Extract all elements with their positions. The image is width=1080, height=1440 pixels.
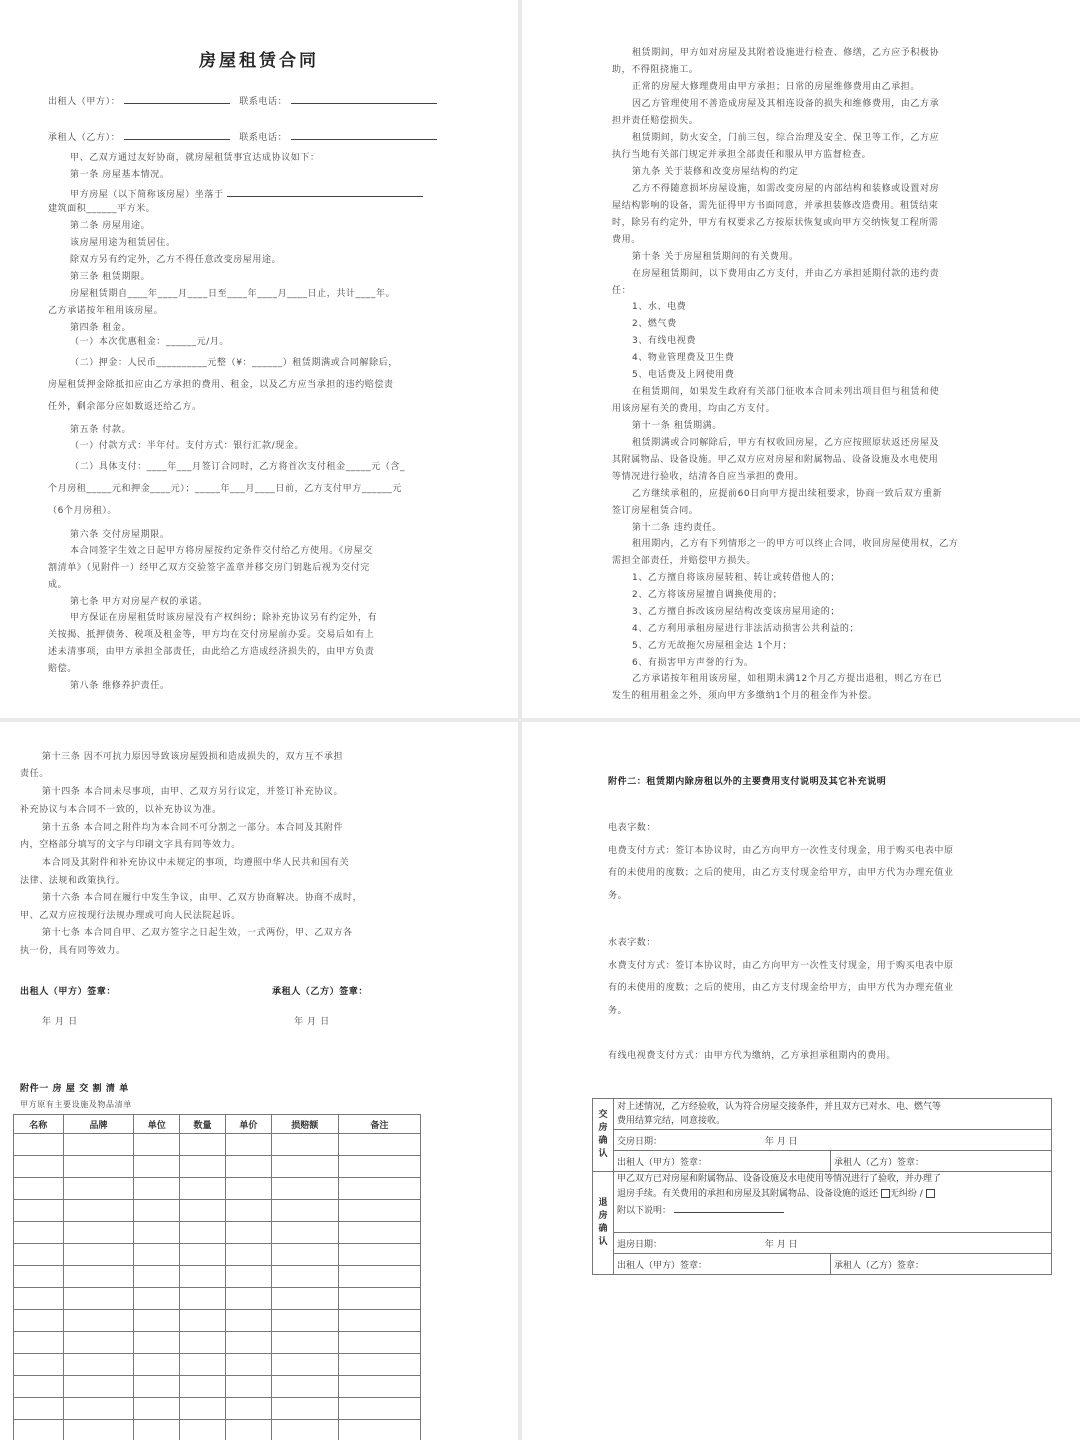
body-line: 第十一条 租赁期满。 bbox=[632, 421, 722, 431]
body-line: 在房屋租赁期间，以下费用由乙方支付，并由乙方承担延期付款的违约责 bbox=[632, 269, 940, 279]
table-cell[interactable] bbox=[63, 1310, 134, 1332]
body-line: 在租赁期间，如果发生政府有关部门征收本合同未列出项目但与租赁和使 bbox=[632, 387, 940, 397]
body-line: 租用期内，乙方有下列情形之一的甲方可以终止合同，收回房屋使用权，乙方 bbox=[632, 539, 959, 549]
body-line: 第十二条 违约责任。 bbox=[632, 523, 722, 533]
contract-page-4 bbox=[522, 722, 1080, 1440]
handover-confirm-label bbox=[593, 1099, 614, 1172]
table-row bbox=[14, 1420, 421, 1440]
table-cell[interactable] bbox=[338, 1134, 420, 1156]
table-cell[interactable] bbox=[271, 1310, 338, 1332]
table-row bbox=[14, 1222, 421, 1244]
table-cell[interactable] bbox=[271, 1244, 338, 1266]
electricity-heading: 电表字数： bbox=[608, 823, 657, 833]
table-cell[interactable] bbox=[338, 1354, 420, 1376]
body-line: 正常的房屋大修理费用由甲方承担；日常的房屋维修费用由乙承担。 bbox=[632, 82, 921, 92]
table-cell[interactable] bbox=[180, 1178, 226, 1200]
table-cell[interactable] bbox=[271, 1134, 338, 1156]
lessee-sign-date: 年 月 日 bbox=[294, 1017, 330, 1027]
table-cell[interactable] bbox=[271, 1420, 338, 1440]
body-line: 除双方另有约定外，乙方不得任意改变房屋用途。 bbox=[70, 255, 282, 265]
lessee-blank bbox=[124, 129, 230, 140]
table-cell[interactable] bbox=[134, 1332, 180, 1354]
table-cell[interactable] bbox=[134, 1156, 180, 1178]
breach-item: 4、乙方利用承租房屋进行非法活动损害公共利益的； bbox=[632, 624, 860, 634]
table-cell[interactable] bbox=[14, 1288, 64, 1310]
table-cell[interactable] bbox=[134, 1376, 180, 1398]
contract-page-1 bbox=[0, 0, 518, 718]
body-line: 助，不得阻挠施工。 bbox=[612, 65, 699, 75]
handover-lessee-sign: 承租人（乙方）签章： bbox=[831, 1151, 1052, 1172]
breach-item: 6、有损害甲方声誉的行为。 bbox=[632, 658, 754, 668]
other-checkbox[interactable] bbox=[926, 1189, 935, 1198]
table-cell[interactable] bbox=[180, 1244, 226, 1266]
body-line: 租赁期满或合同解除后，甲方有权收回房屋，乙方应按照原状返还房屋及 bbox=[632, 438, 940, 448]
table-cell[interactable] bbox=[63, 1420, 134, 1440]
body-line: 第九条 关于装修和改变房屋结构的约定 bbox=[632, 167, 799, 177]
checkout-vertical-text: 退 房 确 认 bbox=[598, 1198, 608, 1247]
body-line: 第十七条 本合同自甲、乙双方签字之日起生效，一式两份，甲、乙双方各 bbox=[42, 928, 353, 938]
table-row bbox=[14, 1288, 421, 1310]
table-cell[interactable] bbox=[225, 1288, 271, 1310]
body-line: 关按揭、抵押债务、税项及租金等，甲方均在交付房屋前办妥。交易后如有上 bbox=[48, 630, 375, 640]
body-line: 内，空格部分填写的文字与印刷文字具有同等效力。 bbox=[20, 840, 241, 850]
table-cell[interactable] bbox=[338, 1156, 420, 1178]
body-line: 本合同及其附件和补充协议中未规定的事项，均遵照中华人民共和国有关 bbox=[42, 858, 350, 868]
handover-sign-row bbox=[593, 1151, 1052, 1172]
table-cell[interactable] bbox=[14, 1354, 64, 1376]
table-cell[interactable] bbox=[134, 1266, 180, 1288]
body-line: 法律、法规和政策执行。 bbox=[20, 876, 126, 886]
body-line: （一）本次优惠租金：______元/月。 bbox=[70, 337, 230, 347]
table-cell[interactable] bbox=[338, 1398, 420, 1420]
table-cell[interactable] bbox=[14, 1266, 64, 1288]
lessee-phone-label: 联系电话： bbox=[239, 133, 288, 143]
body-line: 第十条 关于房屋租赁期间的有关费用。 bbox=[632, 252, 799, 262]
table-cell[interactable] bbox=[225, 1332, 271, 1354]
table-cell[interactable] bbox=[63, 1288, 134, 1310]
body-line: 任外，剩余部分应如数返还给乙方。 bbox=[48, 402, 202, 412]
table-cell[interactable] bbox=[271, 1332, 338, 1354]
body-line: 第一条 房屋基本情况。 bbox=[70, 170, 170, 180]
table-row bbox=[14, 1398, 421, 1420]
body-line: 第八条 维修养护责任。 bbox=[70, 681, 170, 691]
body-line: 述未清事项，由甲方承担全部责任，由此给乙方造成经济损失的，由甲方负责 bbox=[48, 647, 375, 657]
fee-item: 5、电话费及上网使用费 bbox=[632, 370, 735, 380]
fee-item: 1、水、电费 bbox=[632, 302, 687, 312]
body-line: 乙方继续承租的，应提前60日向甲方提出续租要求，协商一致后双方重新 bbox=[632, 489, 943, 499]
table-cell[interactable] bbox=[338, 1266, 420, 1288]
table-header-row bbox=[14, 1115, 421, 1134]
body-line: 时，除另有约定外，甲方有权要求乙方按原状恢复或向甲方交纳恢复工程所需 bbox=[612, 218, 939, 228]
body-line: 第四条 租金。 bbox=[70, 323, 132, 333]
body-line: 乙方承诺按年租用该房屋。 bbox=[48, 306, 164, 316]
body-line: 执一份，具有同等效力。 bbox=[20, 946, 126, 956]
body-line: 成。 bbox=[48, 580, 68, 590]
lessor-blank bbox=[124, 93, 230, 104]
body-line: 执行当地有关部门规定并承担全部责任和服从甲方监督检查。 bbox=[612, 150, 872, 160]
handover-text-line: 费用结算完结，同意接收。 bbox=[617, 1116, 726, 1126]
body-line: 发生的租用租金之外，须向甲方多缴纳1个月的租金作为补偿。 bbox=[612, 691, 878, 701]
table-cell[interactable] bbox=[180, 1354, 226, 1376]
checkout-lessor-sign: 出租人（甲方）签章： bbox=[614, 1254, 831, 1275]
lessee-field-row bbox=[48, 129, 437, 144]
table-cell[interactable] bbox=[180, 1376, 226, 1398]
table-cell[interactable] bbox=[225, 1200, 271, 1222]
table-cell[interactable] bbox=[63, 1244, 134, 1266]
body-line: （二）押金：人民币__________元整（¥：______）租赁期满或合同解除后， bbox=[70, 358, 398, 368]
body-line: 第五条 付款。 bbox=[70, 425, 132, 435]
body-line: 房屋租赁期自____年____月____日至____年____月____日止，共计____年。 bbox=[70, 289, 396, 299]
column-header-remark: 备注 bbox=[338, 1115, 420, 1134]
checkout-statement bbox=[614, 1172, 1052, 1233]
table-cell[interactable] bbox=[14, 1244, 64, 1266]
table-cell[interactable] bbox=[14, 1156, 64, 1178]
handover-row bbox=[593, 1099, 1052, 1130]
lessor-signature-label: 出租人（甲方）签章： bbox=[20, 987, 117, 997]
table-cell[interactable] bbox=[134, 1310, 180, 1332]
table-cell[interactable] bbox=[180, 1420, 226, 1440]
body-line: 费用。 bbox=[612, 235, 641, 245]
lessor-sign-date: 年 月 日 bbox=[42, 1017, 78, 1027]
table-cell[interactable] bbox=[225, 1134, 271, 1156]
checkout-date-cell bbox=[614, 1233, 1052, 1254]
table-cell[interactable] bbox=[180, 1310, 226, 1332]
table-cell[interactable] bbox=[338, 1244, 420, 1266]
column-header-unit: 单位 bbox=[134, 1115, 180, 1134]
table-cell[interactable] bbox=[14, 1200, 64, 1222]
body-line: 第六条 交付房屋期限。 bbox=[70, 530, 170, 540]
table-cell[interactable] bbox=[225, 1244, 271, 1266]
table-row bbox=[14, 1200, 421, 1222]
table-cell[interactable] bbox=[134, 1222, 180, 1244]
table-cell[interactable] bbox=[180, 1332, 226, 1354]
body-line: 甲、乙双方应按现行法规办理或可向人民法院起诉。 bbox=[20, 911, 241, 921]
no-dispute-label: 无纠纷 / bbox=[889, 1189, 923, 1199]
body-line: （6个月房租）。 bbox=[48, 506, 118, 516]
body-line: 租赁期间，甲方如对房屋及其附着设施进行检查、修缮，乙方应予积极协 bbox=[632, 48, 940, 58]
body-line: 补充协议与本合同不一致的，以补充协议为准。 bbox=[20, 805, 222, 815]
table-cell[interactable] bbox=[134, 1244, 180, 1266]
document-title: 房屋租赁合同 bbox=[199, 51, 319, 71]
contract-page-2 bbox=[522, 0, 1080, 718]
body-line: 用该房屋有关的费用，均由乙方支付。 bbox=[612, 404, 776, 414]
checkout-row bbox=[593, 1172, 1052, 1233]
table-cell[interactable] bbox=[225, 1354, 271, 1376]
water-heading: 水表字数： bbox=[608, 938, 657, 948]
cable-tv-line: 有线电视费支付方式：由甲方代为缴纳，乙方承担承租期内的费用。 bbox=[608, 1051, 897, 1061]
handover-date-cell bbox=[614, 1130, 1052, 1151]
table-cell[interactable] bbox=[180, 1288, 226, 1310]
body-line: 甲方保证在房屋租赁时该房屋没有产权纠纷；除补充协议另有约定外，有 bbox=[70, 613, 378, 623]
lessee-phone-blank bbox=[291, 129, 437, 140]
table-cell[interactable] bbox=[225, 1398, 271, 1420]
table-row bbox=[14, 1266, 421, 1288]
table-cell[interactable] bbox=[180, 1156, 226, 1178]
lessee-signature-label: 承租人（乙方）签章： bbox=[272, 987, 369, 997]
body-line: 担并责任赔偿损失。 bbox=[612, 116, 699, 126]
lessee-label: 承租人（乙方）： bbox=[48, 133, 121, 143]
table-cell[interactable] bbox=[225, 1376, 271, 1398]
table-cell[interactable] bbox=[134, 1134, 180, 1156]
body-line: 第十四条 本合同未尽事项，由甲、乙双方另行议定，并签订补充协议。 bbox=[42, 787, 344, 797]
column-header-unit-price: 单价 bbox=[225, 1115, 271, 1134]
table-cell[interactable] bbox=[14, 1376, 64, 1398]
checkout-note-label: 附以下说明： bbox=[617, 1206, 672, 1216]
body-line: 因乙方管理使用不善造成房屋及其相连设备的损失和维修费用，由乙方承 bbox=[632, 99, 940, 109]
body-line: 第十五条 本合同之附件均为本合同不可分割之一部分。本合同及其附件 bbox=[42, 823, 344, 833]
table-cell[interactable] bbox=[14, 1398, 64, 1420]
fee-item: 4、物业管理费及卫生费 bbox=[632, 353, 735, 363]
table-cell[interactable] bbox=[134, 1200, 180, 1222]
handover-statement bbox=[614, 1099, 1052, 1130]
table-cell[interactable] bbox=[14, 1134, 64, 1156]
table-cell[interactable] bbox=[134, 1354, 180, 1376]
table-cell[interactable] bbox=[180, 1222, 226, 1244]
body-line: 甲、乙双方通过友好协商，就房屋租赁事宜达成协议如下： bbox=[70, 153, 320, 163]
table-row bbox=[14, 1376, 421, 1398]
water-line: 水费支付方式：签订本协议时，由乙方向甲方一次性支付现金，用于购买电表中原 bbox=[608, 961, 954, 971]
appendix1-subtitle: 甲方原有主要设施及物品清单 bbox=[20, 1100, 132, 1109]
electricity-line: 电费支付方式：签订本协议时，由乙方向甲方一次性支付现金，用于购买电表中原 bbox=[608, 846, 954, 856]
lessor-phone-blank bbox=[291, 93, 437, 104]
handover-date-ymd: 年 月 日 bbox=[764, 1136, 798, 1147]
body-line: （一）付款方式：半年付。支付方式：银行汇款/现金。 bbox=[70, 441, 305, 451]
table-row bbox=[14, 1134, 421, 1156]
body-line: 个月房租_____元和押金____元）；_____年___月____日前，乙方支付甲方______元 bbox=[48, 484, 403, 494]
contract-page-3 bbox=[0, 722, 518, 1440]
body-line: 赔偿。 bbox=[48, 664, 77, 674]
table-cell[interactable] bbox=[338, 1420, 420, 1440]
breach-item: 3、乙方擅自拆改该房屋结构改变该房屋用途的； bbox=[632, 607, 840, 617]
table-cell[interactable] bbox=[271, 1376, 338, 1398]
lessor-field-row bbox=[48, 93, 437, 108]
handover-text-line: 对上述情况，乙方经验收，认为符合房屋交接条件，并且双方已对水、电、燃气等 bbox=[617, 1102, 942, 1112]
checkout-date-label: 退房日期： bbox=[617, 1239, 663, 1250]
table-cell[interactable] bbox=[63, 1354, 134, 1376]
checkout-date-ymd: 年 月 日 bbox=[764, 1239, 798, 1250]
table-cell[interactable] bbox=[271, 1398, 338, 1420]
table-row bbox=[14, 1332, 421, 1354]
table-cell[interactable] bbox=[271, 1156, 338, 1178]
table-row bbox=[14, 1178, 421, 1200]
handover-date-label: 交房日期： bbox=[617, 1136, 663, 1147]
table-cell[interactable] bbox=[63, 1398, 134, 1420]
location-blank bbox=[227, 186, 423, 197]
body-line: 其附属物品、设备设施。甲乙双方应对房屋和附属物品、设备设施及水电使用 bbox=[612, 455, 939, 465]
table-cell[interactable] bbox=[338, 1222, 420, 1244]
lessor-phone-label: 联系电话： bbox=[239, 97, 288, 107]
column-header-name: 名称 bbox=[14, 1115, 64, 1134]
table-cell[interactable] bbox=[14, 1178, 64, 1200]
table-cell[interactable] bbox=[225, 1310, 271, 1332]
electricity-line: 务。 bbox=[608, 891, 628, 901]
checkout-date-row bbox=[593, 1233, 1052, 1254]
table-cell[interactable] bbox=[225, 1222, 271, 1244]
electricity-line: 有的未使用的度数；之后的使用，由乙方支付现金给甲方，由甲方代为办理充值业 bbox=[608, 868, 954, 878]
lessor-label: 出租人（甲方）： bbox=[48, 97, 121, 107]
body-line: 乙方不得随意损坏房屋设施，如需改变房屋的内部结构和装修或设置对房 bbox=[632, 184, 940, 194]
table-cell[interactable] bbox=[14, 1420, 64, 1440]
table-cell[interactable] bbox=[271, 1178, 338, 1200]
table-row bbox=[14, 1354, 421, 1376]
body-line: 签订房屋租赁合同。 bbox=[612, 506, 699, 516]
table-cell[interactable] bbox=[63, 1222, 134, 1244]
body-line: 该房屋用途为租赁居住。 bbox=[70, 238, 176, 248]
body-line: 第七条 甲方对房屋产权的承诺。 bbox=[70, 597, 208, 607]
handover-lessor-sign: 出租人（甲方）签章： bbox=[614, 1151, 831, 1172]
body-line: 本合同签字生效之日起甲方将房屋按约定条件交付给乙方使用。《房屋交 bbox=[70, 546, 373, 556]
checkout-text-line: 退房手续。有关费用的承担和房屋及其附属物品、设备设施的返还 bbox=[617, 1189, 879, 1199]
table-cell[interactable] bbox=[338, 1332, 420, 1354]
table-cell[interactable] bbox=[271, 1288, 338, 1310]
table-cell[interactable] bbox=[63, 1376, 134, 1398]
body-line: 第二条 房屋用途。 bbox=[70, 221, 151, 231]
handover-goods-table bbox=[13, 1114, 421, 1440]
appendix1-title: 附件一 房 屋 交 割 清 单 bbox=[20, 1084, 129, 1094]
table-cell[interactable] bbox=[180, 1134, 226, 1156]
column-header-brand: 品牌 bbox=[63, 1115, 134, 1134]
table-cell[interactable] bbox=[338, 1178, 420, 1200]
checkout-note-blank bbox=[674, 1202, 784, 1213]
body-line: 需担全部责任，并赔偿甲方损失。 bbox=[612, 556, 757, 566]
table-cell[interactable] bbox=[63, 1200, 134, 1222]
breach-item: 2、乙方将该房屋擅自调换使用的； bbox=[632, 590, 783, 600]
handover-date-row bbox=[593, 1130, 1052, 1151]
table-cell[interactable] bbox=[338, 1310, 420, 1332]
goods-table-body bbox=[14, 1134, 421, 1440]
appendix2-title: 附件二：租赁期内除房租以外的主要费用支付说明及其它补充说明 bbox=[608, 777, 887, 787]
table-cell[interactable] bbox=[63, 1134, 134, 1156]
table-cell[interactable] bbox=[63, 1178, 134, 1200]
location-label: 甲方房屋（以下简称该房屋）坐落于 bbox=[70, 190, 224, 200]
table-row bbox=[14, 1310, 421, 1332]
table-cell[interactable] bbox=[134, 1420, 180, 1440]
table-cell[interactable] bbox=[338, 1288, 420, 1310]
table-cell[interactable] bbox=[338, 1376, 420, 1398]
checkout-text-line: 甲乙双方已对房屋和附属物品、设备设施及水电使用等情况进行了验收，并办理了 bbox=[617, 1174, 942, 1184]
table-cell[interactable] bbox=[271, 1266, 338, 1288]
table-cell[interactable] bbox=[63, 1266, 134, 1288]
table-cell[interactable] bbox=[225, 1178, 271, 1200]
table-cell[interactable] bbox=[271, 1222, 338, 1244]
breach-item: 1、乙方擅自将该房屋转租、转让或转借他人的； bbox=[632, 573, 840, 583]
water-line: 务。 bbox=[608, 1006, 628, 1016]
checkout-sign-row bbox=[593, 1254, 1052, 1275]
fee-item: 2、燃气费 bbox=[632, 319, 677, 329]
body-line: 责任。 bbox=[20, 769, 49, 779]
body-line: 第十六条 本合同在履行中发生争议，由甲、乙双方协商解决。协商不成时， bbox=[42, 893, 363, 903]
confirmation-table bbox=[592, 1098, 1052, 1275]
body-line: 第三条 租赁期限。 bbox=[70, 272, 151, 282]
table-cell[interactable] bbox=[180, 1398, 226, 1420]
table-cell[interactable] bbox=[271, 1354, 338, 1376]
handover-vertical-text: 交 房 确 认 bbox=[598, 1110, 608, 1159]
body-line: 租赁期间，防火安全，门前三包，综合治理及安全、保卫等工作，乙方应 bbox=[632, 133, 940, 143]
table-row bbox=[14, 1156, 421, 1178]
breach-item: 5、乙方无故拖欠房屋租金达 1个月； bbox=[632, 641, 793, 651]
table-cell[interactable] bbox=[134, 1288, 180, 1310]
table-cell[interactable] bbox=[271, 1200, 338, 1222]
body-line: 建筑面积______平方米。 bbox=[48, 204, 156, 214]
body-line: 乙方承诺按年租用该房屋，如租期未满12个月乙方提出退租，则乙方在已 bbox=[632, 674, 943, 684]
column-header-quantity: 数量 bbox=[180, 1115, 226, 1134]
table-cell[interactable] bbox=[225, 1266, 271, 1288]
checkout-confirm-label bbox=[593, 1172, 614, 1275]
table-cell[interactable] bbox=[63, 1156, 134, 1178]
table-row bbox=[14, 1244, 421, 1266]
table-cell[interactable] bbox=[14, 1332, 64, 1354]
table-cell[interactable] bbox=[180, 1200, 226, 1222]
checkout-lessee-sign: 承租人（乙方）签章： bbox=[831, 1254, 1052, 1275]
body-line: 割清单》（见附件一）经甲乙双方交验签字盖章并移交房门钥匙后视为交付完 bbox=[48, 563, 370, 573]
water-line: 有的未使用的度数；之后的使用，由乙方支付现金给甲方，由甲方代为办理充值业 bbox=[608, 983, 954, 993]
fee-item: 3、有线电视费 bbox=[632, 336, 696, 346]
table-cell[interactable] bbox=[14, 1310, 64, 1332]
table-cell[interactable] bbox=[14, 1222, 64, 1244]
table-cell[interactable] bbox=[63, 1332, 134, 1354]
body-line: （二）具体支付：____年___月签订合同时，乙方将首次支付租金_____元（含_ bbox=[70, 462, 406, 472]
body-line: 第十三条 因不可抗力原因导致该房屋毁损和造成损失的，双方互不承担 bbox=[42, 752, 344, 762]
body-line: 任： bbox=[612, 286, 632, 296]
body-line: 等情况进行验收，结清各自应当承担的费用。 bbox=[612, 472, 805, 482]
column-header-damage: 损赔额 bbox=[271, 1115, 338, 1134]
table-cell[interactable] bbox=[134, 1398, 180, 1420]
table-cell[interactable] bbox=[338, 1200, 420, 1222]
table-cell[interactable] bbox=[134, 1178, 180, 1200]
table-cell[interactable] bbox=[225, 1156, 271, 1178]
body-line: 房屋租赁押金除抵扣应由乙方承担的费用、租金，以及乙方应当承担的违约赔偿责 bbox=[48, 380, 394, 390]
table-cell[interactable] bbox=[180, 1266, 226, 1288]
body-line bbox=[70, 186, 423, 201]
table-cell[interactable] bbox=[225, 1420, 271, 1440]
no-dispute-checkbox[interactable] bbox=[881, 1189, 890, 1198]
body-line: 屋结构影响的设备，需先征得甲方书面同意，并承担装修改造费用。租赁结束 bbox=[612, 201, 939, 211]
